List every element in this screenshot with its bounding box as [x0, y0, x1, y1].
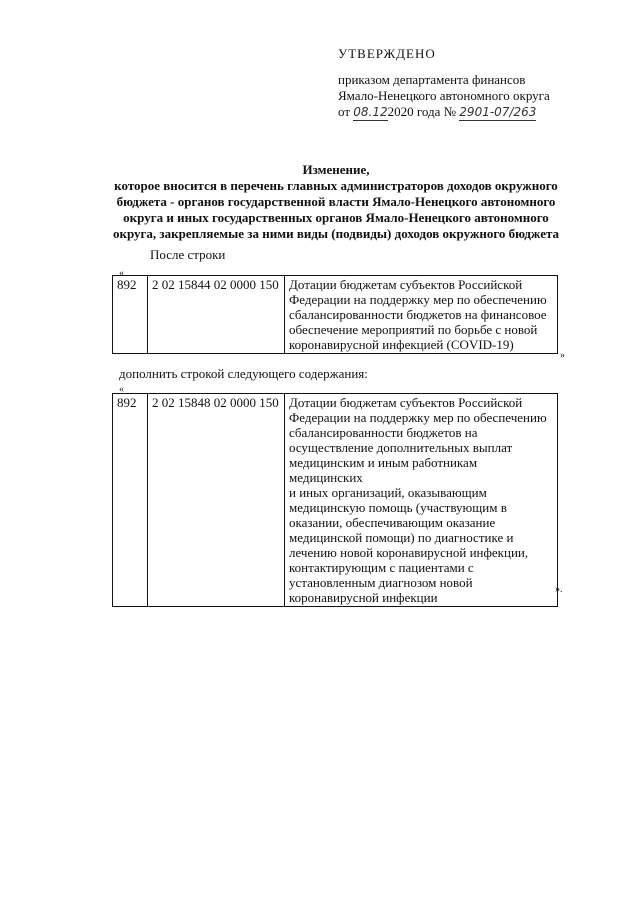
- admin-code-cell: 892: [113, 394, 148, 607]
- approval-stamp: [338, 46, 628, 121]
- order-prefix: от: [338, 104, 351, 119]
- income-name-line: и иных организаций, оказывающим: [289, 485, 487, 500]
- income-name-cell: [285, 394, 558, 607]
- income-name-line: оказании, обеспечивающим оказание: [289, 515, 496, 530]
- income-name-line: установленным диагнозом новой: [289, 575, 473, 590]
- heading-title: Изменение,: [302, 162, 370, 177]
- heading-line-4: округа, закрепляемые за ними виды (подвиды) доходов окружного бюджета: [112, 226, 560, 241]
- table-row: [113, 394, 558, 607]
- income-name-line: медицинским и иным работникам медицинских: [289, 455, 478, 485]
- intro-text: После строки: [150, 247, 226, 262]
- new-row-table: [112, 393, 558, 607]
- order-year-text: 2020 года №: [387, 104, 457, 119]
- income-name-line: обеспечение мероприятий по борьбе с новой: [289, 322, 538, 337]
- approval-title: УТВЕРЖДЕНО: [338, 46, 436, 61]
- existing-row-table: [112, 275, 558, 354]
- income-name-line: осуществление дополнительных выплат: [289, 440, 513, 455]
- heading-line-1: которое вносится в перечень главных администраторов доходов окружного: [114, 178, 558, 193]
- income-name-line: лечению новой коронавирусной инфекции,: [289, 545, 529, 560]
- quote-open-1: «: [119, 268, 124, 279]
- income-name-line: Дотации бюджетам субъектов Российской: [289, 395, 523, 410]
- quote-close-2: ».: [555, 584, 563, 595]
- order-line: [338, 104, 628, 121]
- approval-line-1: приказом департамента финансов: [338, 72, 526, 87]
- order-number-handwritten: 2901-07/263: [459, 105, 537, 119]
- table-row: [113, 276, 558, 354]
- quote-open-2: «: [119, 384, 124, 395]
- quote-close-1: »: [560, 350, 565, 361]
- income-name-line: Федерации на поддержку мер по обеспечению: [289, 410, 547, 425]
- income-name-line: Дотации бюджетам субъектов Российской: [289, 277, 523, 292]
- income-code-cell: 2 02 15844 02 0000 150: [148, 276, 285, 354]
- income-name-line: контактирующим с пациентами с: [289, 560, 474, 575]
- approval-line-2: Ямало-Ненецкого автономного округа: [338, 88, 550, 103]
- income-code-cell: 2 02 15848 02 0000 150: [148, 394, 285, 607]
- append-text: дополнить строкой следующего содержания:: [119, 366, 368, 381]
- heading-line-3: округа и иных государственных органов Ямало-Ненецкого автономного: [123, 210, 549, 225]
- income-name-line: Федерации на поддержку мер по обеспечению: [289, 292, 547, 307]
- income-name-line: медицинскую помощь (участвующим в: [289, 500, 507, 515]
- income-name-line: медицинской помощи) по диагностике и: [289, 530, 514, 545]
- income-name-cell: [285, 276, 558, 354]
- document-heading: [110, 162, 562, 242]
- income-name-line: коронавирусной инфекцией (COVID-19): [289, 337, 514, 352]
- heading-line-2: бюджета - органов государственной власти Ямало-Ненецкого автономного: [116, 194, 556, 209]
- admin-code-cell: 892: [113, 276, 148, 354]
- income-name-line: коронавирусной инфекции: [289, 590, 438, 605]
- income-name-line: сбалансированности бюджетов на: [289, 425, 478, 440]
- order-date-handwritten: 08.12: [353, 105, 388, 119]
- income-name-line: сбалансированности бюджетов на финансовое: [289, 307, 547, 322]
